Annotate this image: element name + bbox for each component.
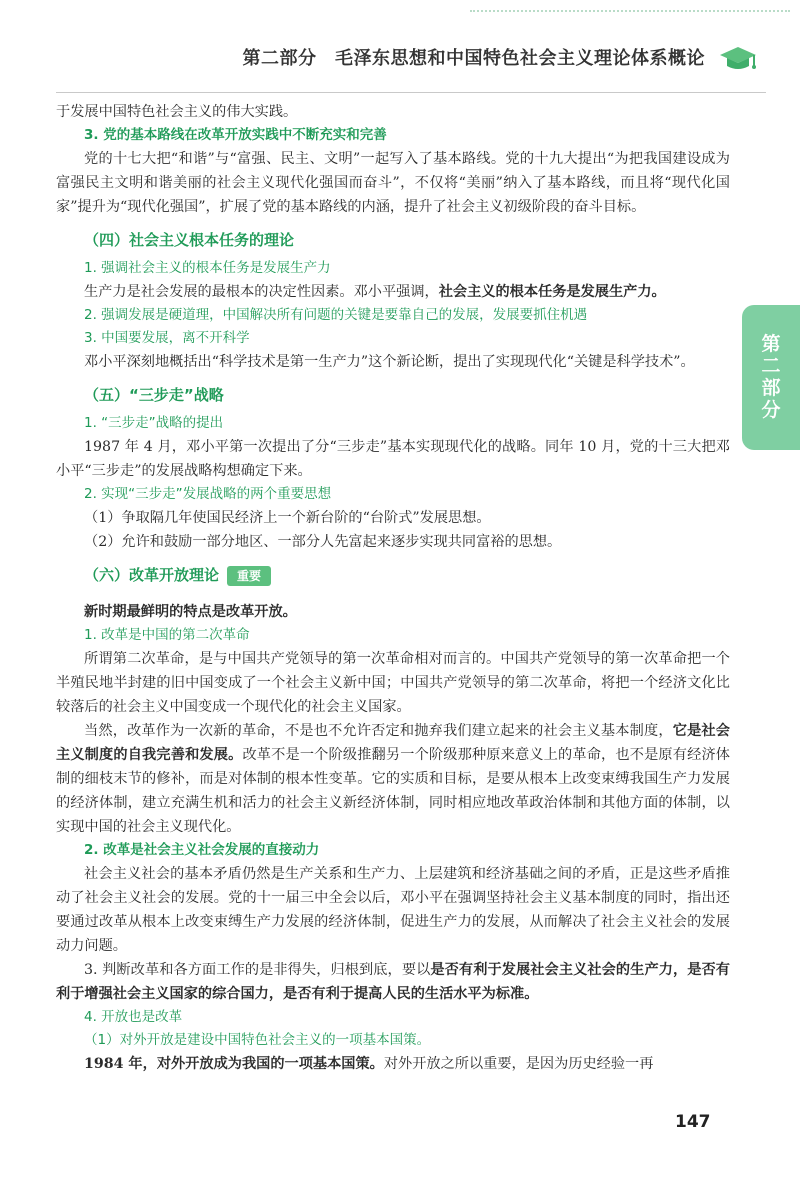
subheading: 1. 强调社会主义的根本任务是发展生产力 [84, 260, 331, 276]
section-heading-text: （六）改革开放理论 [84, 566, 220, 584]
side-tab-label: 第二部分 [761, 333, 781, 421]
paragraph [56, 719, 730, 839]
text-span: 当然，改革作为一次新的革命，不是也不允许否定和抛弃我们建立起来的社会主义基本制度， [84, 723, 673, 739]
subheading: 2. 改革是社会主义社会发展的直接动力 [84, 842, 320, 858]
header-title: 第二部分 毛泽东思想和中国特色社会主义理论体系概论 [242, 48, 705, 69]
section-heading: （四）社会主义根本任务的理论 [84, 231, 295, 249]
subheading: 1. 改革是中国的第二次革命 [84, 627, 250, 643]
graduation-cap-icon [718, 44, 758, 74]
page-content [56, 100, 730, 1076]
paragraph [56, 958, 730, 1006]
text-span: 改革不是一个阶级推翻另一个阶级那种原来意义上的革命，也不是原有经济体制的细枝末节的修补，而是对体制的根本性变革。它的实质和目标，是要从根本上改变束缚我国生产力发展的经济体制，建立充满生机和活力的社会主义新经济体制，同时相应地改革政治体制和其他方面的体制，以实现中国的社会主义现代化。 [56, 747, 730, 835]
text-span: 生产力是社会发展的最根本的决定性因素。邓小平强调， [84, 284, 439, 300]
paragraph: 社会主义社会的基本矛盾仍然是生产关系和生产力、上层建筑和经济基础之间的矛盾，正是这些矛盾推动了社会主义社会的发展。党的十一届三中全会以后，邓小平在强调坚持社会主义基本制度的同时，指出还要通过改革从根本上改变束缚生产力发展的经济体制，促进生产力的发展，从而解决了社会主义社会的发展动力问题。 [56, 866, 730, 954]
paragraph [56, 1052, 730, 1076]
bold-text: 是否有利于发展社会主义社会的生产力，是否有利于增强社会主义国家的综合国力，是否有利于提高人民的生活水平为标准。 [56, 962, 730, 1002]
subheading: 1. “三步走”战略的提出 [84, 415, 224, 431]
section-heading [56, 562, 730, 588]
bold-text: 它是社会主义制度的自我完善和发展。 [56, 723, 730, 763]
section-heading: （五）“三步走”战略 [84, 386, 224, 404]
paragraph: （2）允许和鼓励一部分地区、一部分人先富起来逐步实现共同富裕的思想。 [84, 534, 562, 550]
bold-text: 1984 年， [84, 1056, 157, 1072]
important-badge: 重要 [227, 566, 271, 586]
paragraph: 于发展中国特色社会主义的伟大实践。 [56, 104, 298, 120]
subheading: 2. 强调发展是硬道理，中国解决所有问题的关键是要靠自己的发展，发展要抓住机遇 [84, 307, 588, 323]
bold-text: 社会主义的根本任务是发展生产力。 [438, 284, 666, 300]
text-span: 3. 判断改革和各方面工作的是非得失，归根到底，要以 [84, 962, 431, 978]
subheading: 3. 中国要发展，离不开科学 [84, 330, 250, 346]
subheading: 4. 开放也是改革 [84, 1009, 183, 1025]
paragraph [56, 280, 730, 304]
page-header [0, 38, 800, 78]
paragraph: 邓小平深刻地概括出“科学技术是第一生产力”这个新论断，提出了实现现代化“关键是科学技术”。 [84, 354, 695, 370]
text-span: 对外开放之所以重要，是因为历史经验一再 [383, 1056, 654, 1072]
top-decoration [470, 10, 790, 22]
paragraph: 党的十七大把“和谐”与“富强、民主、文明”一起写入了基本路线。党的十九大提出“为把我国建设成为富强民主文明和谐美丽的社会主义现代化强国而奋斗”，不仅将“美丽”纳入了基本路线，而且将“现代化国家”提升为“现代化强国”，扩展了党的基本路线的内涵，提升了社会主义初级阶段的奋斗目标。 [56, 151, 730, 215]
subheading: （1）对外开放是建设中国特色社会主义的一项基本国策。 [84, 1032, 431, 1048]
paragraph: （1）争取隔几年使国民经济上一个新台阶的“台阶式”发展思想。 [84, 510, 491, 526]
bold-text: 对外开放成为我国的一项基本国策。 [156, 1056, 384, 1072]
page-number: 147 [675, 1112, 711, 1132]
section-side-tab [742, 305, 800, 450]
subheading: 3. 党的基本路线在改革开放实践中不断充实和完善 [84, 127, 387, 143]
subheading: 2. 实现“三步走”发展战略的两个重要思想 [84, 486, 332, 502]
header-divider [56, 92, 766, 93]
paragraph: 所谓第二次革命，是与中国共产党领导的第一次革命相对而言的。中国共产党领导的第一次革命把一个半殖民地半封建的旧中国变成了一个社会主义新中国；中国共产党领导的第二次革命，将把一个经济文化比较落后的社会主义中国变成一个现代化的社会主义国家。 [56, 651, 730, 715]
paragraph: 1987 年 4 月，邓小平第一次提出了分“三步走”基本实现现代化的战略。同年 10 月，党的十三大把邓小平“三步走”的发展战略构想确定下来。 [56, 439, 730, 479]
paragraph: 新时期最鲜明的特点是改革开放。 [84, 604, 297, 620]
